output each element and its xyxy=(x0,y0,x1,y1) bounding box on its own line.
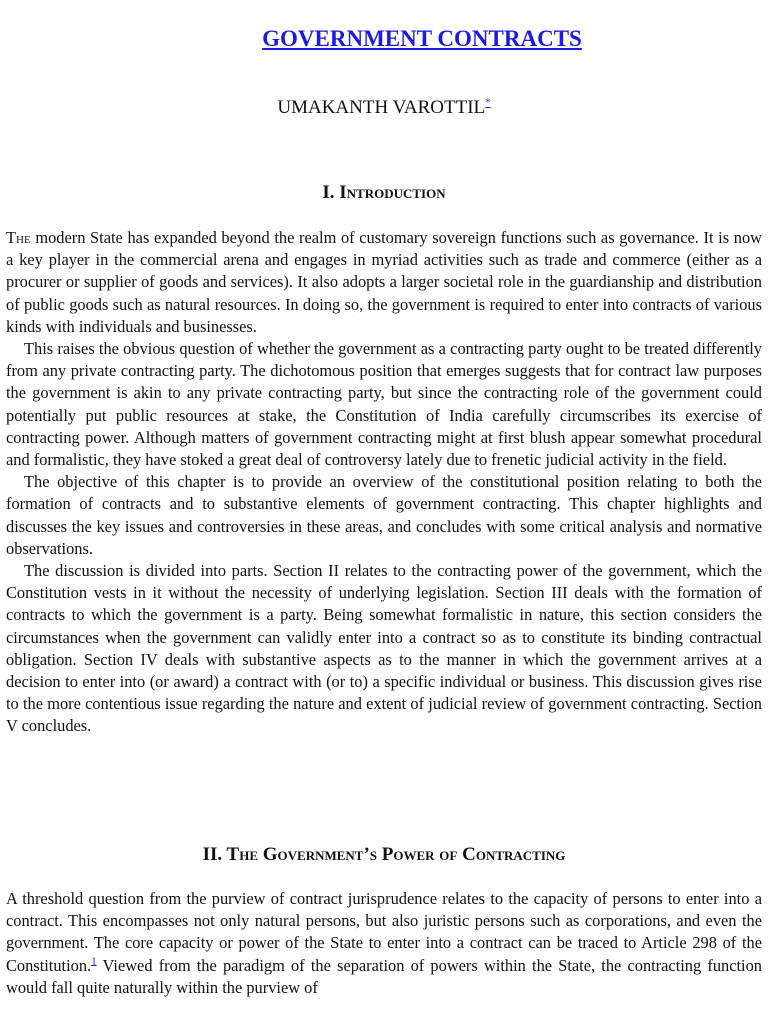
paragraph: The discussion is divided into parts. Section II relates to the contracting power of the government, which the Constitution vests in it without the necessity of underlying legislation. Section III deals with the formation of contracts to which the government is a party. Being somewhat formalistic in nature, this section considers the circumstances when the government can validly enter into a contract so as to constitute its binding contractual obligation. Section IV deals with substantive aspects as to the manner in which the government arrives at a decision to enter into (or award) a contract with (or to) a specific individual or business. This discussion gives rise to the more contentious issue regarding the nature and extent of judicial review of government contracting. Section V concludes. xyxy=(6,561,762,736)
paragraph: This raises the obvious question of whether the government as a contracting party ought to be treated differently from any private contracting party. The dichotomous position that emerges suggests that for contract law purposes the government is akin to any private contracting party, but since the contracting role of the government could potentially put public resources at stake, the Constitution of India carefully circumscribes its exercise of contracting power. Although matters of government contracting might at first blush appear somewhat procedural and formalistic, they have stoked a great deal of controversy lately due to frenetic judicial activity in the field. xyxy=(6,339,762,470)
paragraph xyxy=(6,227,762,338)
paragraph: The objective of this chapter is to provide an overview of the constitutional position relating to both the formation of contracts and to substantive elements of government contracting. This chapter highlights and discusses the key issues and controversies in these areas, and concludes with some critical analysis and normative observations. xyxy=(6,472,762,558)
footnote-link-1[interactable]: 1 xyxy=(91,955,97,968)
paragraph xyxy=(6,888,762,999)
paragraph-text: A threshold question from the purview of contract jurisprudence relates to the capacity of persons to enter into a contract. This encompasses not only natural persons, but also juristic persons such as corporations, and even the government. The core capacity or power of the State to enter into a contract can be traced to Article 298 of the Constitution. xyxy=(6,889,762,975)
author-name: UMAKANTH VAROTTIL xyxy=(277,97,486,118)
author-footnote-link[interactable]: * xyxy=(485,96,491,109)
paragraph-text: Viewed from the paradigm of the separation of powers within the State, the contracting function would fall quite naturally within the purview of xyxy=(6,955,762,997)
lead-word: The xyxy=(6,228,31,247)
document-title-link[interactable]: GOVERNMENT CONTRACTS xyxy=(262,26,582,51)
paragraph-text: modern State has expanded beyond the realm of customary sovereign functions such as governance. It is now a key player in the commercial arena and engages in myriad activities such as trade and commerce (either as a procurer or supplier of goods and services). It also adopts a larger societal role in the guardianship and distribution of public goods such as natural resources. In doing so, the government is required to enter into contracts of various kinds with individuals and businesses. xyxy=(6,228,762,336)
section2-body xyxy=(6,888,762,999)
introduction-body xyxy=(6,227,762,738)
section-heading-introduction: I. Introduction xyxy=(322,182,446,203)
author-line xyxy=(0,97,768,119)
author-footnote xyxy=(485,97,491,109)
section-heading-power-of-contracting: II. The Government’s Power of Contracting xyxy=(202,844,566,865)
